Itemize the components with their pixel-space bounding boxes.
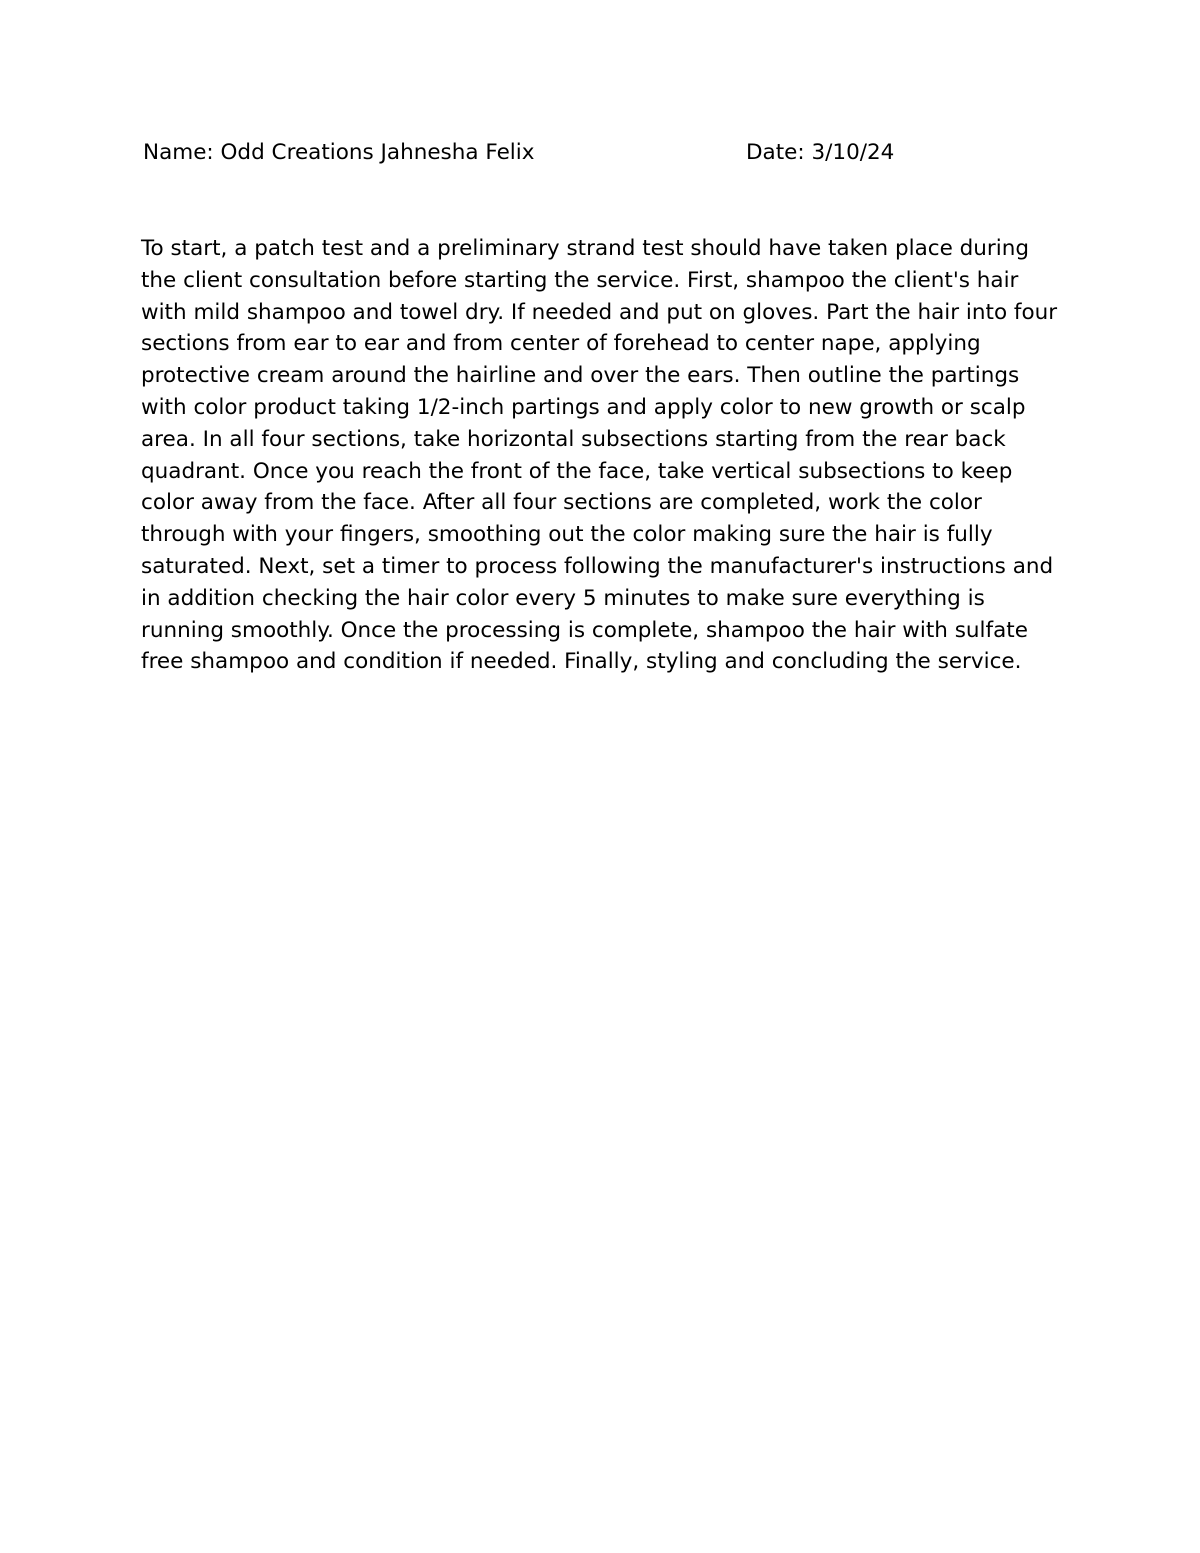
document-header [143, 140, 1103, 172]
name-field: Name: Odd Creations Jahnesha Felix [143, 140, 535, 165]
body-paragraph: To start, a patch test and a preliminary strand test should have taken place during the client consultation before starting the service. First, shampoo the client's hair with mild shampoo and towel dry. If needed and put on gloves. Part the hair into four sections from ear to ear and from center of forehead to center nape, applying protective cream around the hairline and over the ears. Then outline the partings with color product taking 1/2-inch partings and apply color to new growth or scalp area. In all four sections, take horizontal subsections starting from the rear back quadrant. Once you reach the front of the face, take vertical subsections to keep color away from the face. After all four sections are completed, work the color through with your fingers, smoothing out the color making sure the hair is fully saturated. Next, set a timer to process following the manufacturer's instructions and in addition checking the hair color every 5 minutes to make sure everything is running smoothly. Once the processing is complete, shampoo the hair with sulfate free shampoo and condition if needed. Finally, styling and concluding the service. [141, 236, 1058, 675]
date-field: Date: 3/10/24 [746, 140, 895, 165]
